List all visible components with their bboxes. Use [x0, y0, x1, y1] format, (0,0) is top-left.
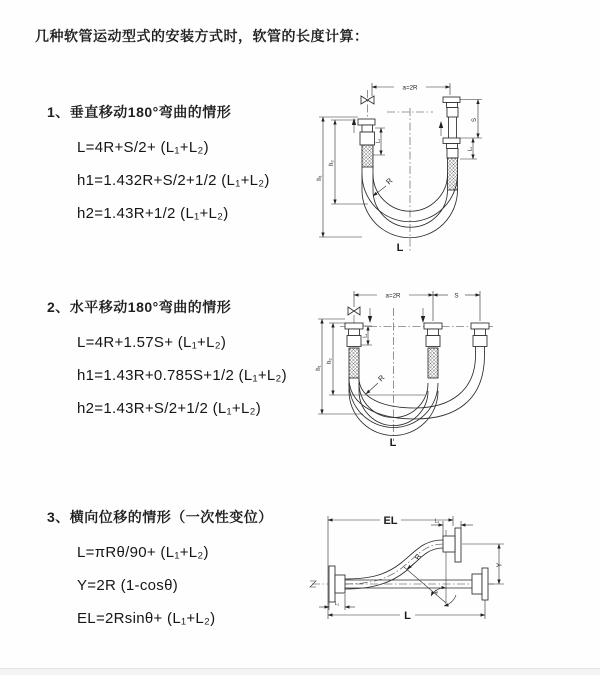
dim-label-l2: L₂ — [467, 146, 474, 152]
dim-label-h2: h₂ — [329, 160, 335, 166]
movement-arrow — [439, 121, 443, 136]
dim-label-r: R — [412, 552, 424, 562]
dimension-l2 — [460, 138, 477, 159]
dimension-l1 — [319, 594, 355, 610]
dimension-s — [433, 293, 480, 300]
formula-line: h1=1.432R+S/2+1/2 (L₁+L₂) — [77, 172, 270, 189]
formula-line: L=4R+S/2+ (L₁+L₂) — [77, 139, 209, 156]
s-curve-hose — [345, 540, 443, 589]
dim-label-a2r: a=2R — [385, 292, 401, 300]
dimension-a-2r — [354, 291, 480, 321]
page-bottom-edge — [0, 668, 600, 675]
dim-label-l1: L₁ — [362, 333, 369, 338]
dimension-h1 — [317, 117, 362, 237]
diagram-lateral-displacement — [300, 498, 600, 648]
left-hose-fitting — [345, 323, 363, 378]
displaced-end-flange — [443, 528, 461, 562]
left-flange — [329, 566, 345, 602]
section-vertical-movement — [47, 102, 270, 230]
radius-callout — [404, 552, 446, 603]
dimension-h2 — [327, 323, 425, 395]
middle-hose-fitting — [424, 323, 442, 378]
radius-callout — [373, 176, 395, 196]
straight-hose-position — [345, 580, 472, 588]
formula-line: h1=1.43R+0.785S+1/2 (L₁+L₂) — [77, 367, 287, 384]
dim-label-a2r: a=2R — [402, 84, 418, 92]
page-title: 几种软管运动型式的安装方式时，软管的长度计算： — [35, 28, 369, 44]
dim-label-l1: L₁ — [375, 138, 382, 144]
dim-label-l1: L₁ — [334, 601, 340, 607]
left-hose-fitting — [358, 119, 375, 167]
centerlines — [368, 90, 434, 251]
dim-label-l2: L₂ — [434, 518, 440, 525]
dim-label-h1: h₁ — [317, 175, 323, 181]
dim-label-l-total: L — [389, 437, 397, 449]
dim-label-y: Y — [496, 562, 504, 568]
dim-label-s: S — [454, 292, 459, 300]
section-heading: 3、横向位移的情形（一次性变位） — [47, 509, 273, 525]
section-heading: 1、垂直移动180°弯曲的情形 — [47, 104, 232, 120]
formula-line: Y=2R (1-cosθ) — [77, 577, 179, 594]
formula-line: h2=1.43R+S/2+1/2 (L₁+L₂) — [77, 400, 262, 417]
dimension-el — [328, 515, 453, 619]
dim-label-l-total: L — [396, 242, 404, 254]
dim-label-h2: h₂ — [327, 358, 333, 364]
section-lateral-displacement — [47, 507, 273, 635]
dim-label-h1: h₁ — [316, 365, 322, 371]
formula-line: L=4R+1.57S+ (L₁+L₂) — [77, 334, 227, 351]
right-hose-fitting — [471, 323, 489, 355]
diagram-horizontal-180-bend — [315, 283, 520, 451]
section-heading: 2、水平移动180°弯曲的情形 — [47, 299, 232, 315]
dimension-a-2r — [372, 83, 450, 96]
dimension-l2 — [431, 519, 473, 537]
hose-u-bend-position2 — [349, 355, 485, 419]
dim-label-theta: θ — [434, 590, 438, 597]
dim-label-r: R — [376, 373, 387, 384]
section-horizontal-movement — [47, 297, 287, 425]
dim-label-s: S — [472, 117, 478, 123]
radius-callout — [366, 373, 387, 394]
formula-line: EL=2Rsinθ+ (L₁+L₂) — [77, 610, 216, 627]
valve-icon — [348, 307, 360, 315]
centerlines — [312, 530, 496, 605]
dim-label-el: EL — [383, 515, 398, 527]
dim-label-r: R — [384, 176, 395, 187]
movement-arrow — [368, 308, 425, 323]
dimension-l-total — [328, 600, 485, 622]
dim-label-l: L — [404, 610, 411, 622]
diagram-vertical-180-bend — [310, 70, 510, 260]
formula-line: L=πRθ/90+ (L₁+L₂) — [77, 544, 209, 561]
theta-angle — [431, 588, 456, 606]
formula-line: h2=1.43R+1/2 (L₁+L₂) — [77, 205, 229, 222]
dimension-s — [460, 100, 482, 139]
right-flange — [472, 568, 488, 600]
